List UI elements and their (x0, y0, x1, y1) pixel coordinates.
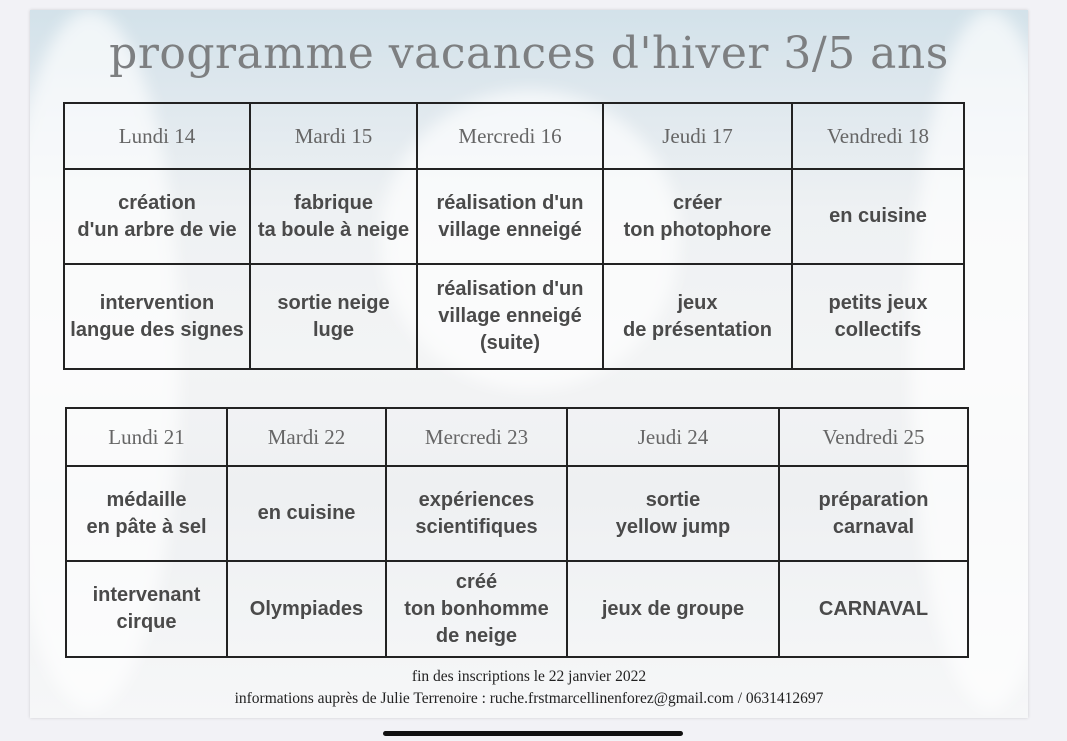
activity-label: fabrique ta boule à neige (257, 191, 410, 241)
week2-table (65, 407, 969, 658)
activity-label: expériences scientifiques (415, 488, 538, 538)
day-header: Vendredi 18 (792, 103, 964, 169)
table-row (64, 264, 964, 369)
activity-cell (250, 264, 417, 369)
activity-cell (603, 169, 792, 264)
registration-deadline: fin des inscriptions le 22 janvier 2022 (411, 668, 647, 685)
activity-cell (567, 561, 779, 657)
activity-label: en cuisine (257, 502, 356, 524)
activity-label: médaille en pâte à sel (86, 488, 207, 538)
day-header: Mercredi 16 (417, 103, 603, 169)
activity-cell (64, 169, 250, 264)
poster (30, 10, 1028, 718)
activity-cell (779, 561, 968, 657)
day-header: Jeudi 24 (567, 408, 779, 466)
day-header: Mercredi 23 (386, 408, 567, 466)
activity-cell (66, 561, 227, 657)
activity-label: jeux de présentation (623, 291, 772, 341)
activity-cell (227, 466, 386, 561)
activity-cell (417, 169, 603, 264)
contact-info: informations auprès de Julie Terrenoire : ruche.frstmarcellinenforez@gmail.com / 0631412697 (234, 690, 824, 707)
activity-label: petits jeux collectifs (828, 291, 928, 341)
activity-label: sortie neige luge (277, 291, 390, 341)
activity-cell (792, 169, 964, 264)
activity-cell (567, 466, 779, 561)
activity-cell (792, 264, 964, 369)
table-header-row (64, 103, 964, 169)
day-header: Mardi 15 (250, 103, 417, 169)
activity-label: intervenant cirque (92, 584, 201, 633)
day-header: Lundi 14 (64, 103, 250, 169)
activity-label: en cuisine (829, 205, 927, 227)
activity-label: réalisation d'un village enneigé (suite) (436, 278, 584, 354)
activity-cell (64, 264, 250, 369)
day-header: Vendredi 25 (779, 408, 968, 466)
activity-label: création d'un arbre de vie (77, 191, 237, 241)
week1-table (63, 102, 965, 370)
activity-label: Olympiades (249, 597, 364, 620)
activity-cell (386, 561, 567, 657)
day-header: Jeudi 17 (603, 103, 792, 169)
activity-label: créer ton photophore (623, 191, 772, 241)
activity-label: jeux de groupe (601, 597, 745, 620)
activity-label: CARNAVAL (818, 597, 929, 620)
home-indicator[interactable] (383, 731, 683, 736)
table-row (66, 561, 968, 657)
activity-cell (386, 466, 567, 561)
activity-label: sortie yellow jump (615, 488, 731, 538)
activity-label: préparation carnaval (818, 488, 929, 538)
activity-cell (417, 264, 603, 369)
activity-label: créé ton bonhomme de neige (404, 570, 549, 647)
activity-cell (603, 264, 792, 369)
day-header: Mardi 22 (227, 408, 386, 466)
table-header-row (66, 408, 968, 466)
activity-cell (66, 466, 227, 561)
day-header: Lundi 21 (66, 408, 227, 466)
activity-cell (779, 466, 968, 561)
table-row (66, 466, 968, 561)
page-title: programme vacances d'hiver 3/5 ans (109, 28, 949, 79)
activity-label: réalisation d'un village enneigé (436, 191, 584, 241)
activity-cell (227, 561, 386, 657)
activity-cell (250, 169, 417, 264)
table-row (64, 169, 964, 264)
activity-label: intervention langue des signes (70, 291, 244, 341)
